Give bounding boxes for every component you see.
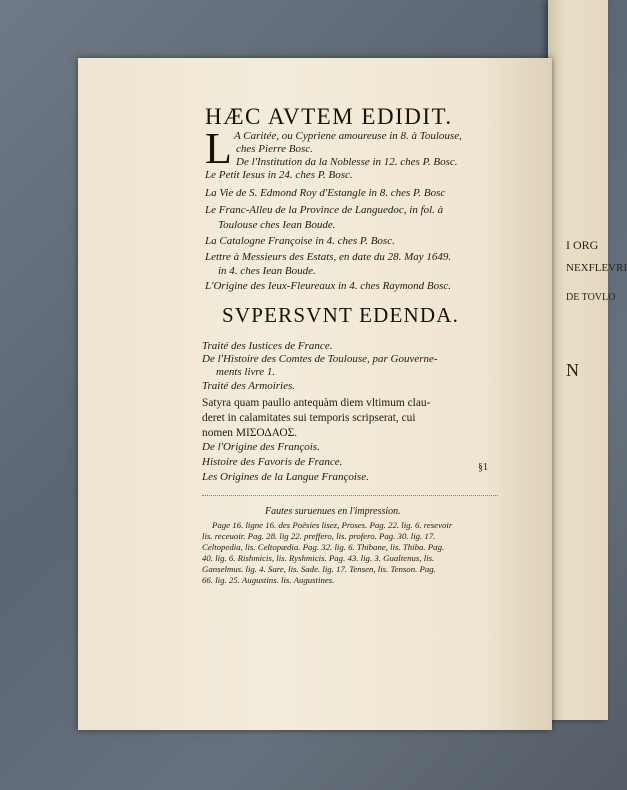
errata-title: Fautes suruenues en l'impression. (265, 506, 401, 517)
errata-line: 66. lig. 25. Augustins. lis. Augustines. (202, 575, 335, 585)
edenda-line: Les Origines de la Langue Françoise. (202, 471, 369, 483)
edenda-line: De l'Histoire des Comtes de Toulouse, par Gouverne- (202, 353, 438, 365)
edenda-line: ments livre 1. (216, 366, 276, 378)
edidit-line: De l'Institution da la Noblesse in 12. ches P. Bosc. (236, 156, 458, 168)
edidit-line: A Caritée, ou Cypriene amoureuse in 8. à Toulouse, (234, 130, 462, 142)
edidit-line: Lettre à Messieurs des Estats, en date du 28. May 1649. (205, 251, 452, 263)
facing-page-edge (548, 0, 627, 720)
edidit-line: ches Pierre Bosc. (236, 143, 313, 155)
edenda-line: Traité des Iustices de France. (202, 340, 333, 352)
edidit-line: in 4. ches Iean Boude. (218, 265, 316, 277)
edenda-line: Traité des Armoiries. (202, 380, 296, 392)
edenda-line: De l'Origine des François. (202, 441, 320, 453)
bleed-text: NEXFLEVRI (566, 262, 627, 274)
errata-line: Ganselmus. lig. 4. Sare, lis. Sade. lig. 17. Tensen, lis. Tenson. Pag. (202, 564, 436, 574)
edidit-line: Le Franc-Alleu de la Province de Languedoc, in fol. à (205, 204, 444, 216)
errata-line: Page 16. ligne 16. des Poësies lisez, Proses. Pag. 22. lig. 6. resevoir (212, 520, 453, 530)
edenda-line: nomen ΜΙΣΟΔΑΟΣ. (202, 427, 298, 439)
bleed-text: I ORG (566, 238, 599, 252)
edidit-line: L'Origine des Ieux-Fleureaux in 4. ches Raymond Bosc. (205, 280, 452, 292)
bleed-text: DE TOVLO (566, 292, 616, 303)
errata-line: lis. receuoir. Pag. 28. lig 22. preffero, lis. profero. Pag. 30. lig. 17. (202, 531, 436, 541)
errata-line: 40. lig. 6. Rishmicis, lis. Ryshmicis. Pag. 43. lig. 3. Gualtenus, lis. (202, 553, 435, 563)
heading-edidit: HÆC AVTEM EDIDIT. (205, 104, 453, 129)
bleed-dropcap: N (566, 360, 579, 380)
heading-edenda: SVPERSVNT EDENDA. (222, 303, 460, 327)
edidit-line: La Vie de S. Edmond Roy d'Estangle in 8. ches P. Bosc (205, 187, 446, 199)
divider (202, 495, 498, 496)
drop-cap: L (205, 124, 232, 173)
edidit-line: Toulouse ches Iean Boude. (218, 219, 336, 231)
edenda-line: Satyra quam paullo antequàm diem vltimum clau- (202, 397, 431, 409)
edidit-line: La Catalogne Françoise in 4. ches P. Bosc. (205, 235, 395, 247)
errata-line: Celtopedia, lis. Celtopædia. Pag. 32. lig. 6. Thibane, lis. Thiba. Pag. (202, 542, 445, 552)
edidit-line: Le Petit Iesus in 24. ches P. Bosc. (205, 169, 353, 181)
catchword: §1 (478, 462, 488, 473)
edenda-line: deret in calamitates sui temporis scripserat, cui (202, 412, 416, 424)
edenda-line: Histoire des Favoris de France. (202, 456, 343, 468)
